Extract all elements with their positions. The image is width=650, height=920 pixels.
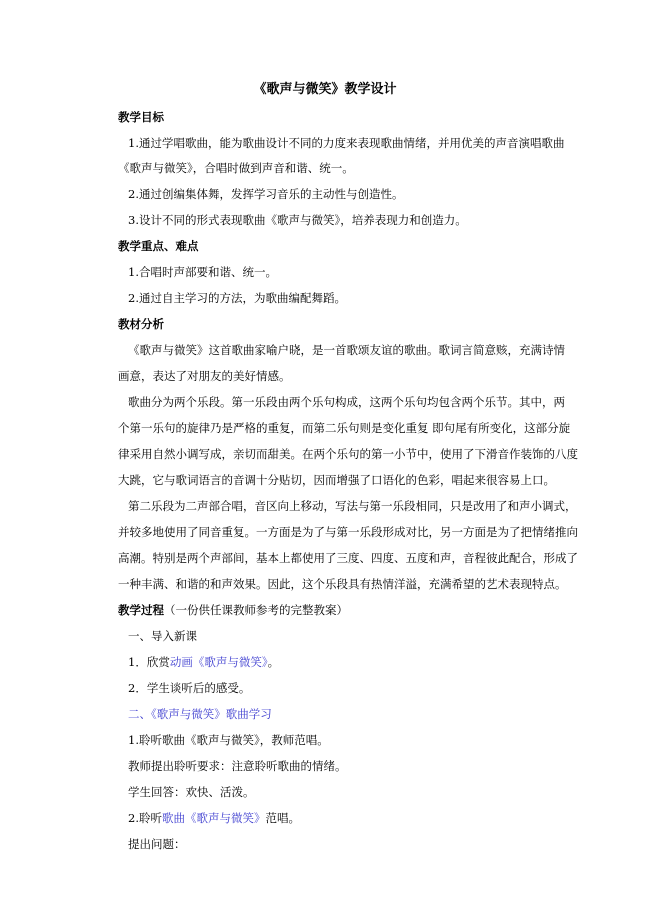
analysis-p2-line-1: 歌曲分为两个乐段。第一乐段由两个乐句构成，这两个乐句均包含两个乐节。其中，两 [128, 395, 565, 409]
study-step-2-suffix: 范唱。 [265, 811, 300, 825]
study-step-1: 1.聆听歌曲《歌声与微笑》，教师范唱。 [128, 733, 329, 747]
step-1-suffix: 。 [267, 655, 280, 669]
objective-3: 3.设计不同的形式表现歌曲《歌声与微笑》，培养表现力和创造力。 [128, 213, 467, 227]
analysis-p1-line-1: 《歌声与微笑》这首歌曲家喻户晓，是一首歌颂友谊的歌曲。歌词言简意赅，充满诗情 [128, 343, 565, 357]
document-title: 《歌声与微笑》教学设计 [253, 82, 397, 97]
student-answer: 学生回答：欢快、活泼。 [128, 785, 255, 799]
analysis-p2-line-4: 大跳，它与歌词语言的音调十分贴切，因而增强了口语化的色彩，唱起来很容易上口。 [118, 473, 555, 487]
objective-1-line-2: 《歌声与微笑》，合唱时做到声音和谐、统一。 [118, 161, 354, 175]
analysis-p2-line-2: 个第一乐句的旋律乃是严格的重复，而第二乐句则是变化重复 即句尾有所变化，这部分旋 [118, 421, 571, 435]
keypoints-heading: 教学重点、难点 [118, 239, 199, 253]
process-heading-note: （一份供任课教师参考的完整教案） [164, 603, 348, 617]
song-link[interactable]: 歌曲《歌声与微笑》 [161, 811, 266, 825]
analysis-p3-line-4: 一种丰满、和谐的和声效果。因此，这个乐段具有热情洋溢，充满希望的艺术表现特点。 [118, 577, 567, 591]
process-heading: 教学过程 [118, 603, 164, 617]
process-heading-row [118, 602, 558, 618]
part-2-row [128, 706, 568, 722]
analysis-p3-line-2: 并较多地使用了同音重复。一方面是为了与第一乐段形成对比，另一方面是为了把情绪推向 [118, 525, 578, 539]
song-study-link[interactable]: 《歌声与微笑》歌曲学习 [151, 707, 272, 721]
objective-2: 2.通过创编集体舞，发挥学习音乐的主动性与创造性。 [128, 187, 404, 201]
animation-link[interactable]: 动画《歌声与微笑》 [169, 655, 268, 669]
keypoint-2: 2.通过自主学习的方法，为歌曲编配舞蹈。 [128, 291, 346, 305]
keypoint-1: 1.合唱时声部要和谐、统一。 [128, 265, 277, 279]
analysis-p3-line-1: 第二乐段为二声部合唱，音区向上移动，写法与第一乐段相同，只是改用了和声小调式， [128, 499, 577, 513]
objectives-heading: 教学目标 [118, 110, 164, 124]
step-1-prefix: 1．欣赏 [128, 655, 170, 669]
objective-1-line-1: 1.通过学唱歌曲，能为歌曲设计不同的力度来表现歌曲情绪，并用优美的声音演唱歌曲 [128, 136, 565, 150]
step-1-row [128, 654, 568, 670]
analysis-p3-line-3: 高潮。特别是两个声部间，基本上都使用了三度、四度、五度和声，音程彼此配合，形成了 [118, 551, 578, 565]
part-2-prefix: 二、 [128, 707, 151, 721]
listening-requirement: 教师提出聆听要求：注意聆听歌曲的情绪。 [128, 759, 347, 773]
analysis-heading: 教材分析 [118, 317, 164, 331]
study-step-2-row [128, 810, 568, 826]
part-1-title: 一、导入新课 [128, 629, 197, 643]
study-step-2-prefix: 2.聆听 [128, 811, 162, 825]
step-2: 2．学生谈听后的感受。 [128, 681, 251, 695]
analysis-p1-line-2: 画意，表达了对朋友的美好情感。 [118, 369, 291, 383]
ask-question: 提出问题： [128, 837, 186, 851]
analysis-p2-line-3: 律采用自然小调写成，亲切而甜美。在两个乐句的第一小节中，使用了下滑音作装饰的八度 [118, 447, 578, 461]
